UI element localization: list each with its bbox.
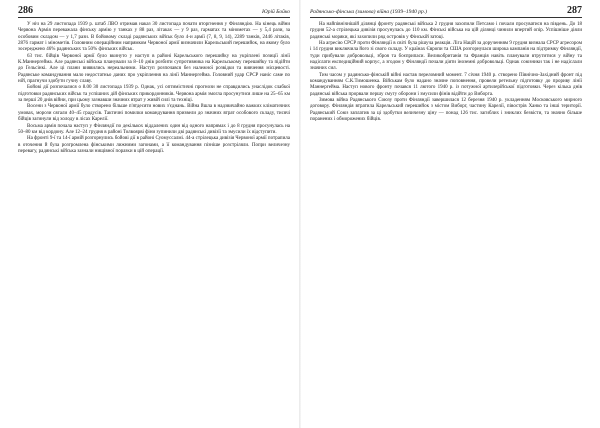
right-running-title: Радянсько-фінська (зимова) війна (1939–1940 рр.)	[310, 9, 427, 15]
left-paragraph: На фронті 9-ї та 14-ї армій розгорнулись бойові дії в районі Суомуссалмі. 44-а стрілецька дивізія Червоної армії потрапила в оточення й була розгромлена фінськими лижними загонами, а її командування пізніше розстріляли. Попри величезну перевагу, радянські війська зазнали нищівної поразки в цій операції.	[18, 136, 290, 154]
right-paragraph: Зимова війна Радянського Союзу проти Фінляндії завершилася 12 березня 1940 р. укладенням Московського мирного договору. Фінляндія втратила Карельський перешийок з містом Виборг, частину Карелії, півострів Ханко та інші території. Радянський Союз заплатив за ці здобутки величезну ціну — понад 126 тис. загиблих і зниклих безвісти, та значно більше поранених і обморожених бійців.	[310, 98, 582, 123]
right-page-header	[310, 5, 582, 18]
left-paragraph: 63 тис. бійців Червоної армії було вкинуто у наступ в районі Карельського перешийку на укріплені позиції лінії К.Маннергейма. Але радянські війська планували за 8–10 днів розбити супротивника на Карельському перешийку та підійти до Гельсінкі. Але ці плани виявились нереальними. Наступ розпочався без належної розвідки та вивчення місцевості. Радянське командування мало недостатньо даних про укріплення на лінії Маннергейма. Головний удар СРСР наніс саме по ній, прагнучи здобути гучну славу.	[18, 53, 290, 85]
left-paragraph: Восени з Червоної армії було створено більше п'ятдесяти нових з'єднань. Війна йшла в надзвичайно важких кліматичних умовах, морози сягали 40–45 градусів. Тактичні помилки командування призвели до значних втрат особового складу, тисячі бійців загинули від холоду в лісах Карелії.	[18, 104, 290, 123]
left-paragraph: У ніч на 29 листопада 1939 р. штаб ЛВО отримав наказ 30 листопада почати вторгнення у Фінляндію. На кінець війни Червона Армія переважала фінську армію у танках у 88 раз, літаках — у 9 раз, гарматах та мінометах — у 5,4 рази, за особовим складом — у 1,7 рази. В бойовому складі радянських військ було 4-и армії (7, 8, 9, 14), 2289 танків, 2446 літаків, 2876 гармат і мінометів. Головним операційним напрямком Червоної армії визначили Карельський перешийок, на якому було зосереджено 46% радянських та 50% фінських військ.	[18, 22, 290, 53]
right-page-body	[310, 22, 582, 124]
left-paragraph: Восьма армія почала наступ у Фінляндії по декількох віддалених один від одного напрямах і до 8 грудня просунулась на 50–80 км від кордону. Але 12–24 грудня в районі Толвоярві фіни зупинили дві радянські дивізії та змусили їх відступити.	[18, 123, 290, 135]
right-page	[300, 0, 600, 428]
right-paragraph: На найпівнічнішій ділянці фронту радянські війська 2 грудня захопили Петсамо і почали просуватися на південь. До 18 грудня 52-а стрілецька дивізія просунулась до 110 км. Фінські війська на цій ділянці чинили впертий опір. Успішніше діяли радянські моряки, які захопили ряд островів у Фінській затоці.	[310, 22, 582, 40]
left-page-body	[18, 22, 290, 155]
right-page-number: 287	[567, 5, 582, 16]
right-paragraph: Тим часом у радянсько-фінській війні настав переломний момент. 7 січня 1940 р. створено Північно-Західний фронт під командуванням С.К.Тимошенка. Військам було надано значне поповнення, провели ретельну підготовку до прориву лінії Маннергейма. Наступ нового фронту почався 11 лютого 1940 р. із потужної артилерійської підготовки. Через кілька днів радянські війська прорвали першу смугу оборони і змусили фінів відійти до Виборга.	[310, 72, 582, 97]
right-paragraph: На агресію СРСР проти Фінляндії в світі була рішуча реакція. Ліга Націй за дорученням 9 грудня визнала СРСР агресором і 14 грудня виключила його зі свого складу. У країнах Європи та США розгорнулася широка кампанія на підтримку Фінляндії, туди прибували добровольці, зброя та боєприпаси. Великобританія та Франція навіть планували втрутитися у війну та надіслати експедиційний корпус, а згодом у Фінляндії почали діяти іноземні добровольці. Однак союзники так і не надіслали значних сил.	[310, 41, 582, 72]
left-running-title: Юрій Бойко	[262, 9, 290, 15]
left-page-header	[18, 5, 290, 18]
left-page-number: 286	[18, 5, 33, 16]
left-paragraph: Бойові дії розпочалися о 8.00 30 листопада 1939 р. Однак, усі оптимістичні прогнози не справдились унаслідок слабкої підготовки радянських військ та успішних дій фінських прикордонників. Червона армія змогла просунутися лише на 25–65 км за перші 20 днів війни, при цьому зазнавши значних втрат у живій силі та техніці.	[18, 85, 290, 104]
